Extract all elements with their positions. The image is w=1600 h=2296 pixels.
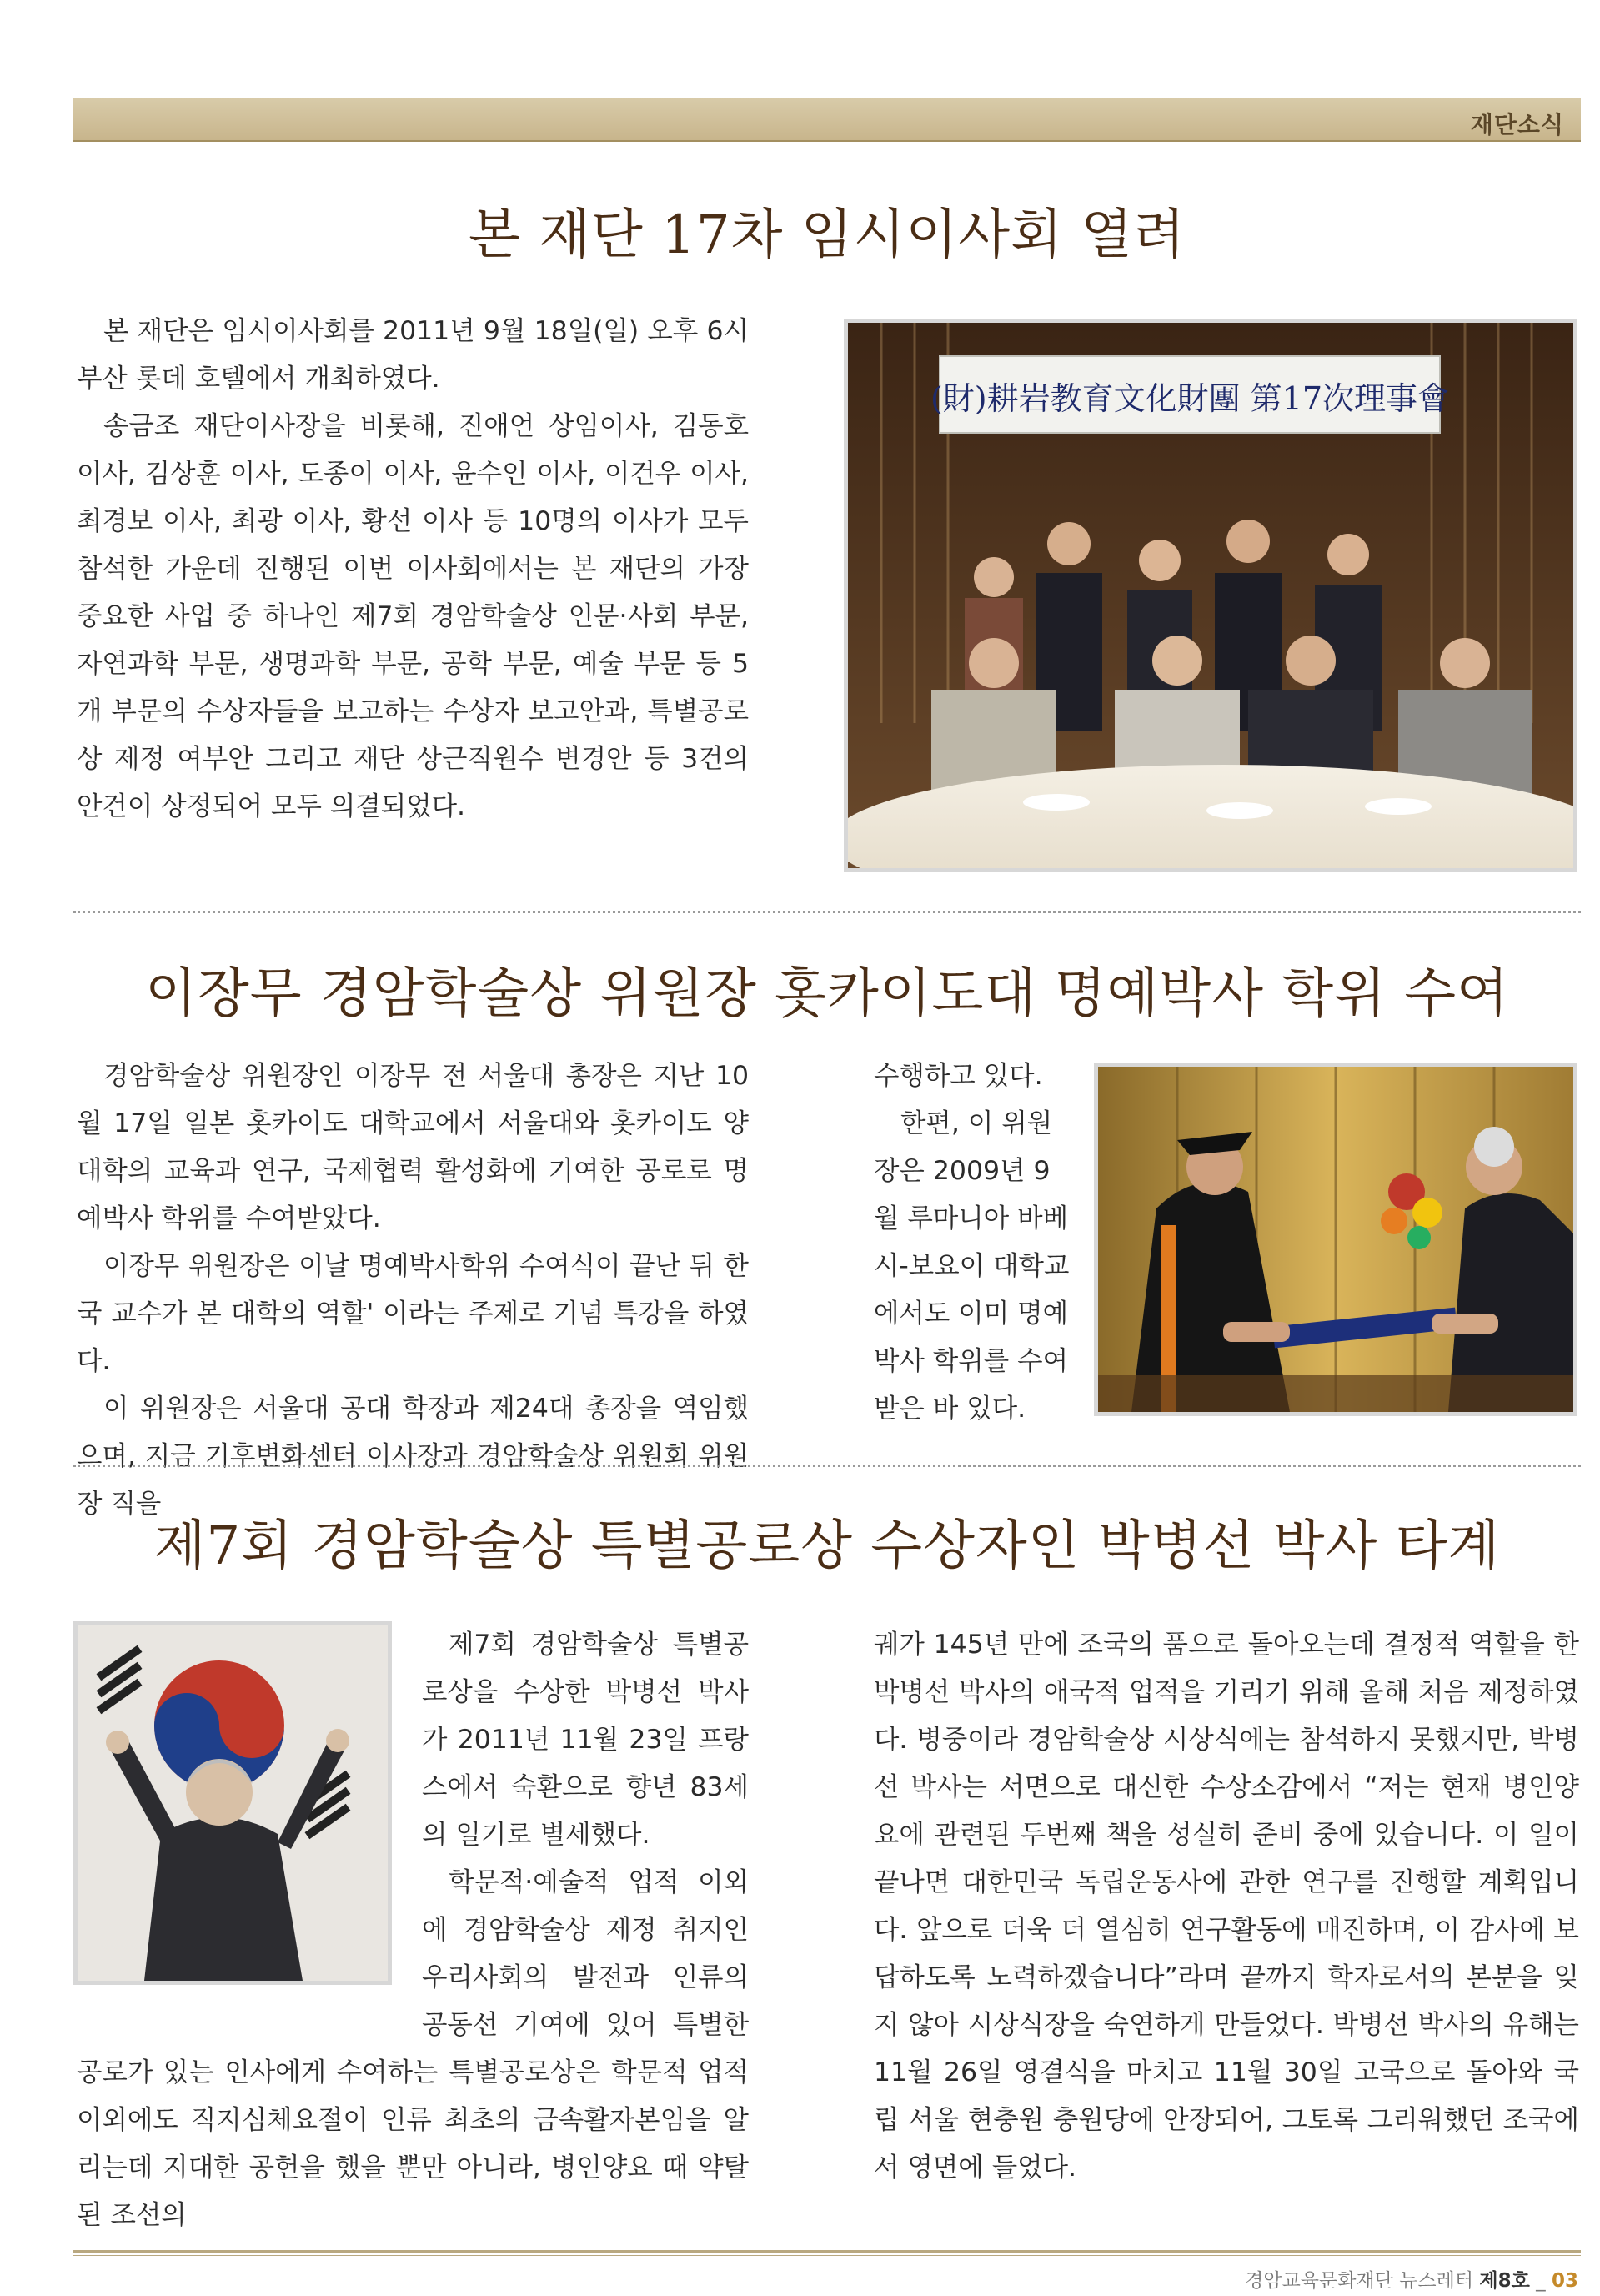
article3-paragraph: 궤가 145년 만에 조국의 품으로 돌아오는데 결정적 역할을 한 박병선 박사의 애국적 업적을 기리기 위해 올해 처음 제정하였다. 병중이라 경암학술상 시상식에는 참석하지 못했지만, 박병선 박사는 서면으로 대신한 수상소감에서 “저는 현재 병인양요에 관련된 두번째 책을 성실히 준비 중에 있습니다. 이 일이 끝나면 대한민국 독립운동사에 관한 연구를 진행할 계획입니다. 앞으로 더욱 더 열심히 연구활동에 매진하며, 이 감사에 보답하도록 노력하겠습니다”라며 끝까지 학자로서의 본분을 잊지 않아 시상식장을 숙연하게 만들었다. 박병선 박사의 유해는 11월 26일 영결식을 마치고 11월 30일 고국으로 돌아와 국립 서울 현충원 충원당에 안장되어, 그토록 그리워했던 조국에서 영면에 들었다. [874,1630,1579,2183]
article2-body-right [874,1053,1071,1433]
section-divider [73,911,1581,913]
footer-rule [73,2255,1581,2256]
article1-paragraph: 송금조 재단이사장을 비롯해, 진애언 상임이사, 김동호 이사, 김상훈 이사, 도종이 이사, 윤수인 이사, 이건우 이사, 최경보 이사, 최광 이사, 황선 이사 등 10명의 이사가 모두 참석한 가운데 진행된 이번 이사회에서는 본 재단의 가장 중요한 사업 중 하나인 제7회 경암학술상 인문·사회 부문, 자연과학 부문, 생명과학 부문, 공학 부문, 예술 부문 등 5개 부문의 수상자들을 보고하는 수상자 보고안과, 특별공로상 제정 여부안 그리고 재단 상근직원수 변경안 등 3건의 안건이 상정되어 모두 의결되었다. [77,411,749,821]
board-meeting-photo [844,319,1577,872]
article2-paragraph: 이 위원장은 서울대 공대 학장과 제24대 총장을 역임했으며, 지금 기후변화센터 이사장과 경암학술상 위원회 위원장 직을 [77,1394,749,1519]
page-footer [1245,2265,1578,2293]
article2-paragraph: 수행하고 있다. [874,1061,1043,1091]
footer-org: 경암교육문화재단 뉴스레터 [1245,2270,1474,2292]
footer-issue: 제8호 [1479,2270,1530,2292]
footer-rule [73,2250,1581,2253]
footer-separator: _ [1536,2270,1546,2292]
article2-paragraph: 이장무 위원장은 이날 명예박사학위 수여식이 끝난 뒤 한국 교수가 본 대학의 역할' 이라는 주제로 기념 특강을 하였다. [77,1251,749,1376]
article2-paragraph: 경암학술상 위원장인 이장무 전 서울대 총장은 지난 10월 17일 일본 홋카이도 대학교에서 서울대와 홋카이도 양 대학의 교육과 연구, 국제협력 활성화에 기여한 공로로 명예박사 학위를 수여받았다. [77,1061,749,1233]
section-divider [73,1465,1581,1467]
article3-paragraph: 학문적·예술적 업적 이외에 경암학술상 제정 취지인 우리사회의 발전과 인류의 공동선 기여에 있어 특별한 공로가 있는 인사에게 수여하는 특별공로상은 학문적 업적 이외에도 직지심체요절이 인류 최초의 금속활자본임을 알리는데 지대한 공헌을 했을 뿐만 아니라, 병인양요 때 약탈된 조선의 [77,1867,749,2230]
page-number: 03 [1551,2270,1578,2292]
article1-title: 본 재단 17차 임시이사회 열려 [469,204,1186,266]
article1-paragraph: 본 재단은 임시이사회를 2011년 9월 18일(일) 오후 6시 부산 롯데 호텔에서 개최하였다. [77,316,749,394]
degree-ceremony-photo [1094,1063,1577,1416]
article3-title: 제7회 경암학술상 특별공로상 수상자인 박병선 박사 타계 [153,1515,1501,1577]
photo-banner-text: (財)耕岩教育文化財團 第17次理事會 [930,380,1450,417]
article1-body [77,308,749,831]
article3-body-right [874,1621,1579,2192]
article3-paragraph: 제7회 경암학술상 특별공로상을 수상한 박병선 박사가 2011년 11월 23일 프랑스에서 숙환으로 향년 83세의 일기로 별세했다. [422,1630,749,1850]
article2-title: 이장무 경암학술상 위원장 홋카이도대 명예박사 학위 수여 [145,963,1509,1025]
photo-float-spacer [77,1621,422,2025]
article2-body-left [77,1053,749,1528]
article2-paragraph: 한편, 이 위원장은 2009년 9월 루마니아 바베시-보요이 대학교에서도 이미 명예박사 학위를 수여받은 바 있다. [874,1108,1070,1424]
section-label: 재단소식 [1470,111,1564,138]
section-header-bar [73,98,1581,142]
article3-body-left [77,1621,749,2239]
